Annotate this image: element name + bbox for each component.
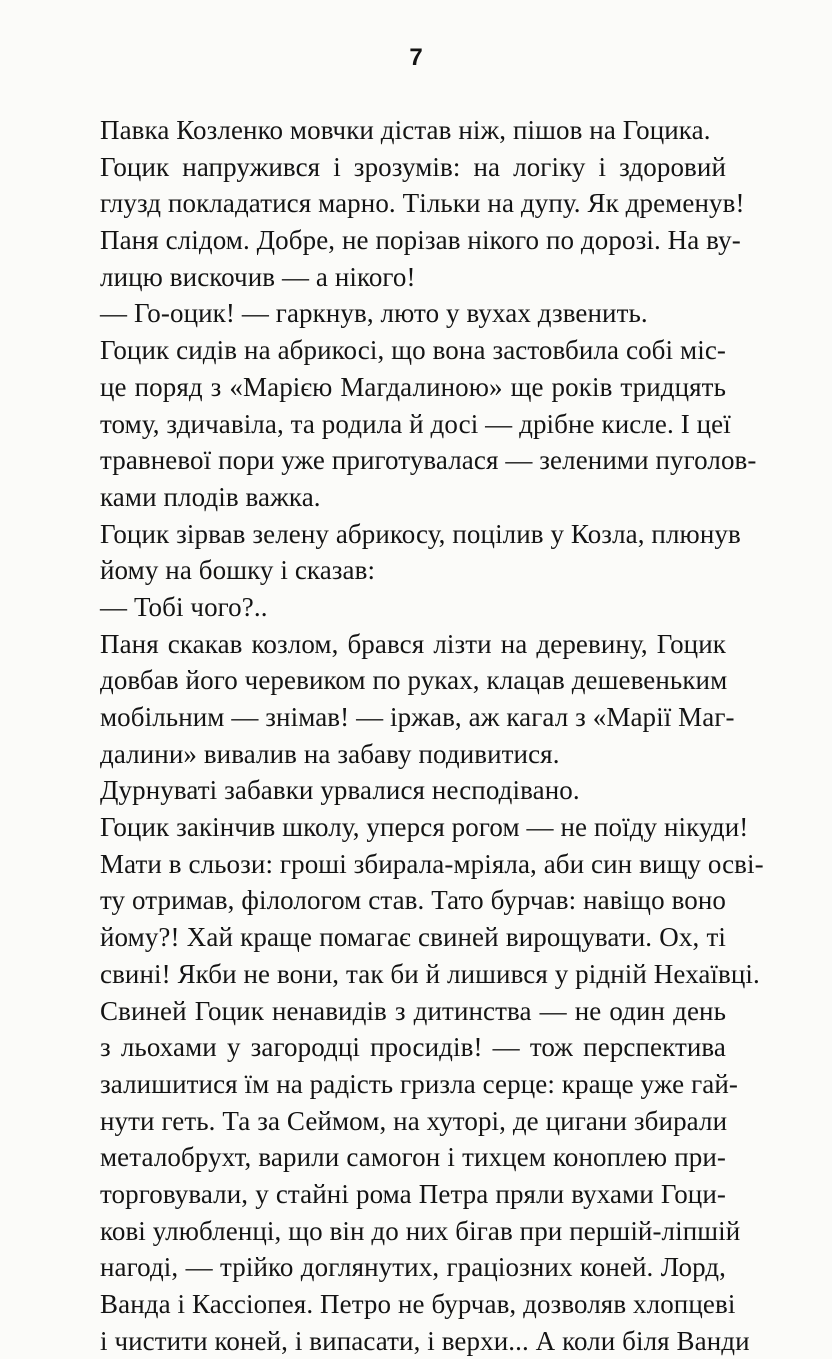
text-line: йому?! Хай краще помагає свиней вирощувати. Ох, ті — [100, 922, 726, 953]
text-line: нагоді, — трійко доглянутих, граціозних коней. Лорд, — [100, 1252, 726, 1283]
text-line: — Тобі чого?.. — [100, 591, 268, 622]
page-number: 7 — [409, 44, 423, 71]
text-line: Мати в сльози: гроші збирала-мріяла, аби син вищу осві- — [100, 848, 764, 879]
text-line: кові улюбленці, що він до них бігав при першій-ліпшій — [100, 1215, 741, 1246]
text-line: металобрухт, варили самогон і тихцем коноплею при- — [100, 1142, 726, 1173]
text-line: лицю вискочив — а нікого! — [100, 261, 416, 292]
text-line: ту отримав, філологом став. Тато бурчав: навіщо воно — [100, 885, 726, 916]
text-line: Павка Козленко мовчки дістав ніж, пішов на Гоцика. — [100, 115, 711, 145]
body-text — [100, 112, 764, 1359]
text-line: Паня скакав козлом, брався лізти на деревину, Гоцик — [100, 628, 726, 659]
text-line: далини» вивалив на забаву подивитися. — [100, 738, 560, 769]
text-line: Гоцик закінчив школу, уперся рогом — не поїду нікуди! — [100, 812, 749, 843]
text-line: Дурнуваті забавки урвалися несподівано. — [100, 775, 580, 806]
text-line: Гоцик напружився і зрозумів: на логіку і здоровий — [100, 151, 726, 182]
text-line: травневої пори уже приготувалася — зеленими пуголов- — [100, 445, 757, 476]
text-line: Гоцик зірвав зелену абрикосу, поцілив у Козла, плюнув — [100, 518, 741, 549]
text-line: ками плодів важка. — [100, 481, 321, 512]
text-line: йому на бошку і сказав: — [100, 555, 376, 586]
text-line: і чистити коней, і випасати, і верхи... А коли біля Ванди — [100, 1325, 750, 1356]
text-line: Ванда і Кассіопея. Петро не бурчав, дозволяв хлопцеві — [100, 1289, 736, 1319]
text-line: — Го-оцик! — гаркнув, люто у вухах дзвенить. — [100, 298, 648, 329]
text-line: залишитися їм на радість гризла серце: краще уже гай- — [100, 1068, 739, 1099]
text-line: довбав його черевиком по руках, клацав дешевеньким — [100, 665, 728, 696]
text-line: з льохами у загородці просидів! — тож перспектива — [100, 1032, 726, 1063]
text-line: Гоцик сидів на абрикосі, що вона застовбила собі міс- — [100, 335, 726, 366]
text-line: Паня слідом. Добре, не порізав нікого по дорозі. На ву- — [100, 225, 741, 256]
text-line: торговували, у стайні рома Петра пряли вухами Гоци- — [100, 1178, 726, 1209]
text-line: тому, здичавіла, та родила й досі — дрібне кисле. І цеї — [100, 408, 731, 439]
text-line: Свиней Гоцик ненавидів з дитинства — не один день — [100, 995, 726, 1026]
text-line: мобільним — знімав! — іржав, аж кагал з «Марії Маг- — [100, 702, 735, 732]
text-line: це поряд з «Марією Магдалиною» ще років тридцять — [100, 371, 726, 402]
text-line: нути геть. Та за Сеймом, на хуторі, де цигани збирали — [100, 1105, 728, 1136]
text-line: глузд покладатися марно. Тільки на дупу. Як дременув! — [100, 188, 745, 219]
text-line: свині! Якби не вони, так би й лишився у рідній Нехаївці. — [100, 958, 760, 989]
